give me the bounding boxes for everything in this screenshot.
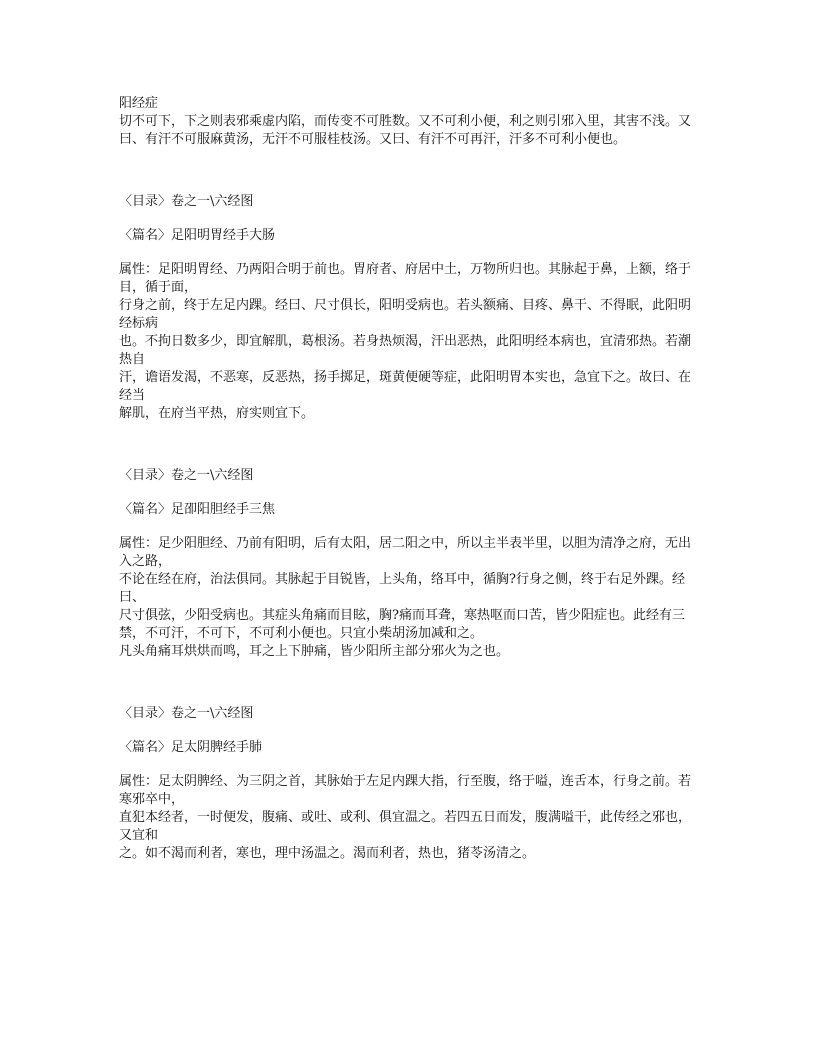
body-line: 凡头角痛耳烘烘而鸣，耳之上下肿痛，皆少阳所主部分邪火为之也。 [119, 644, 510, 659]
section-taiyin [119, 705, 703, 863]
catalog-label: 〈目录〉卷之一\六经图 [119, 706, 254, 721]
body-line: 直犯本经者，一时便发，腹痛、或吐、或利、俱宜温之。若四五日而发，腹满嗌干，此传经之邪也，又宜和 [119, 810, 692, 843]
chapter-title: 〈篇名〉足太阴脾经手肺 [119, 740, 263, 755]
section-shaoyang [119, 467, 703, 661]
body-line: 禁，不可汗，不可下，不可利小便也。只宜小柴胡汤加减和之。 [119, 626, 484, 641]
body-line: 属性：足少阳胆经、乃前有阳明，后有太阳，居二阳之中，所以主半表半里，以胆为清净之府，无出入之路， [119, 536, 692, 569]
catalog-label: 〈目录〉卷之一\六经图 [119, 194, 254, 209]
body-line: 解肌，在府当平热，府实则宜下。 [119, 406, 315, 421]
body-line: 行身之前，终于左足内踝。经曰、尺寸俱长，阳明受病也。若头额痛、目疼、鼻干、不得眠，此阳明经标病 [119, 298, 692, 331]
chapter-title: 〈篇名〉足阳明胃经手大肠 [119, 228, 276, 243]
section-yangming [119, 193, 703, 423]
chapter-title: 〈篇名〉足卲阳胆经手三焦 [119, 502, 276, 517]
body-line: 汗，谵语发渴，不恶寒，反恶热，扬手掷足，斑黄便硬等症，此阳明胃本实也，急宜下之。故曰、在经当 [119, 370, 692, 403]
catalog-label: 〈目录〉卷之一\六经图 [119, 468, 254, 483]
intro-line: 切不可下，下之则表邪乘虚内陷，而传变不可胜数。又不可利小便，利之则引邪入里，其害不浅。又 [119, 114, 692, 129]
body-line: 之。如不渴而利者，寒也，理中汤温之。渴而利者，热也，猪苓汤清之。 [119, 846, 536, 861]
intro-heading: 阳经症 [119, 96, 159, 111]
body-line: 尺寸俱弦，少阳受病也。其症头角痛而目眩，胸?痛而耳聋，寒热呕而口苦，皆少阳症也。此经有三 [119, 608, 685, 623]
intro-block [119, 95, 703, 149]
body-line: 属性：足阳明胃经、乃两阳合明于前也。胃府者、府居中土，万物所归也。其脉起于鼻，上额，络于目，循于面， [119, 262, 692, 295]
document-page [119, 95, 703, 863]
body-line: 属性：足太阴脾经、为三阴之首，其脉始于左足内踝大指，行至腹，络于嗌，连舌本，行身之前。若寒邪卒中， [119, 774, 692, 807]
body-line: 不论在经在府，治法俱同。其脉起于目锐皆，上头角，络耳中，循胸?行身之侧，终于右足外踝。经曰、 [119, 572, 685, 605]
intro-line: 曰、有汗不可服麻黄汤，无汗不可服桂枝汤。又曰、有汗不可再汗，汗多不可利小便也。 [119, 132, 627, 147]
body-line: 也。不拘日数多少，即宜解肌，葛根汤。若身热烦渴，汗出恶热，此阳明经本病也，宜清邪热。若潮热自 [119, 334, 692, 367]
